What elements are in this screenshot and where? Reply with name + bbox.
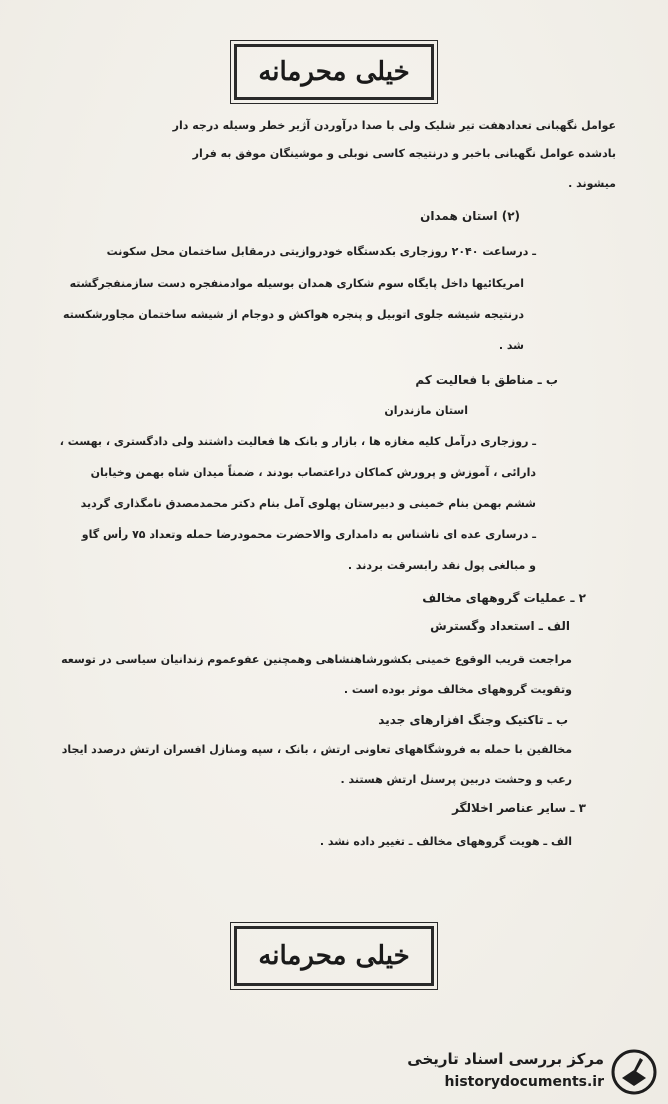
text-line: شد .	[498, 339, 524, 352]
footer-title: مرکز بررسی اسناد تاریخی	[407, 1050, 604, 1068]
text-line: ـ درساری عده ای ناشناس به دامداری والاحضرت محمودرضا حمله وتعداد ۷۵ رأس گاو	[81, 528, 536, 541]
text-line: ـ درساعت ۲۰۴۰ روزجاری بکدستگاه خودروازیتی درمقابل ساختمان محل سکونت	[106, 245, 536, 258]
text-line: امریکائیها داخل پایگاه سوم شکاری همدان بوسیله موادمنفجره دست سازمنفجرگشته	[69, 277, 524, 290]
text-line: دارائی ، آموزش و پرورش کماکان دراعتصاب بودند ، ضمناً میدان شاه بهمن وخیابان	[90, 466, 536, 479]
text-line: رعب و وحشت دربین پرسنل ارتش هستند .	[340, 773, 572, 786]
text-line: و مبالغی پول نقد رابسرقت بردند .	[347, 559, 536, 572]
text-line: درنتیجه شیشه جلوی اتوبیل و پنجره هواکش و دوجام از شیشه ساختمان مجاورشکسته	[63, 308, 524, 321]
section-subheading: استان مازندران	[384, 404, 468, 417]
footer-url: historydocuments.ir	[444, 1074, 604, 1090]
section-subheading: ب ـ تاکتیک وجنگ افزارهای جدید	[378, 713, 568, 727]
text-line: مخالفین با حمله به فروشگاههای تعاونی ارتش ، بانک ، سپه ومنازل افسران ارتش درصدد ایجاد	[61, 743, 572, 756]
section-heading: ب ـ مناطق با فعالیت کم	[415, 373, 558, 387]
book-quill-icon	[610, 1048, 658, 1096]
section-heading: ۲ ـ عملیات گروههای مخالف	[422, 591, 586, 605]
classification-stamp-top: خیلی محرمانه	[234, 44, 434, 100]
text-line: ششم بهمن بنام خمینی و دبیرستان پهلوی آمل بنام دکتر محمدمصدق نامگذاری گردید	[80, 497, 536, 510]
section-heading: ۳ ـ سایر عناصر اخلالگر	[452, 801, 586, 815]
footer-watermark	[378, 1046, 658, 1098]
text-line: وتقویت گروههای مخالف موثر بوده است .	[343, 683, 572, 696]
section-subheading: الف ـ استعداد وگسترش	[430, 619, 570, 633]
text-line: ـ روزجاری درآمل کلیه مغازه ها ، بازار و بانک ها فعالیت داشتند ولی دادگستری ، بهست ،	[59, 435, 536, 448]
text-line: عوامل نگهبانی تعدادهفت تیر شلیک ولی با صدا درآوردن آژیر خطر وسیله درجه دار	[172, 119, 616, 132]
text-line: میشوند .	[568, 177, 616, 190]
text-line: الف ـ هویت گروههای مخالف ـ تغییر داده نشد .	[319, 835, 572, 848]
text-line: مراجعت قریب الوقوع خمینی بکشورشاهنشاهی وهمچنین عفوعموم زندانیان سیاسی در توسعه	[61, 653, 572, 666]
classification-stamp-bottom: خیلی محرمانه	[234, 926, 434, 986]
text-line: بادشده عوامل نگهبانی باخبر و درنتیجه کاسی نوبلی و موشینگان موفق به فرار	[192, 147, 616, 160]
section-heading: (۲) استان همدان	[420, 209, 520, 223]
